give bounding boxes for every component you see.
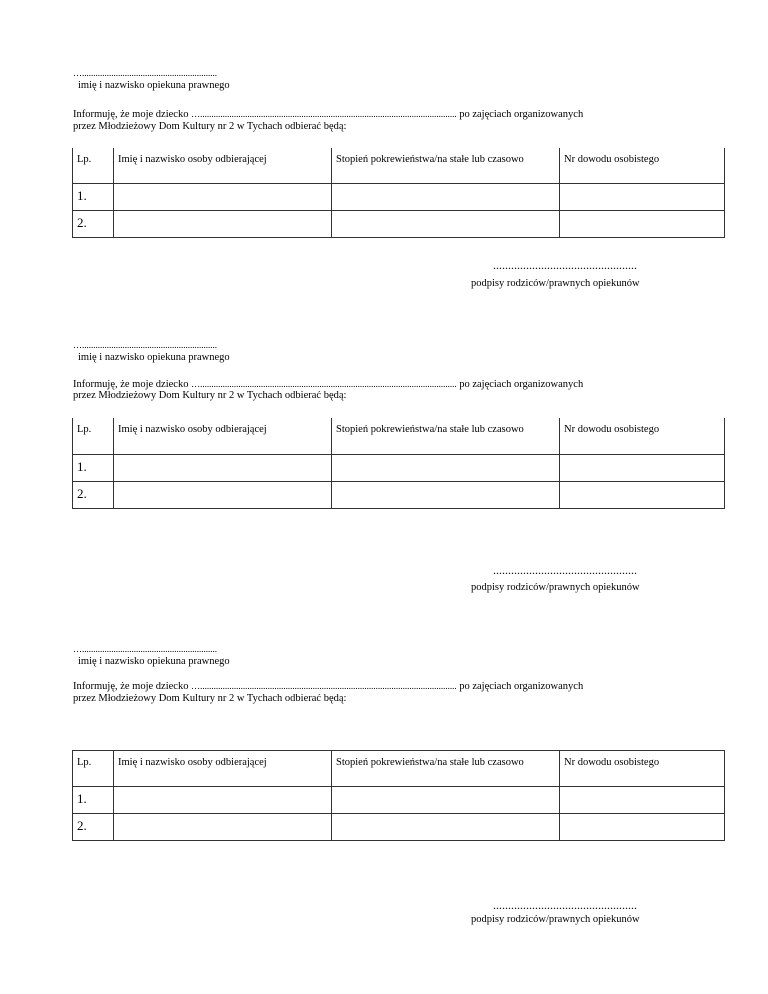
header-person-name: Imię i nazwisko osoby odbierającej xyxy=(114,751,332,787)
header-id-number: Nr dowodu osobistego xyxy=(560,751,725,787)
header-relationship: Stopień pokrewieństwa/na stałe lub czasowo xyxy=(332,148,560,183)
guardian-name-dots: …............................................................ xyxy=(73,340,217,350)
child-name-dots: ….................................................................................................................. xyxy=(191,379,457,389)
header-person-name: Imię i nazwisko osoby odbierającej xyxy=(114,148,332,183)
header-lp: Lp. xyxy=(73,751,114,787)
id-number-cell[interactable] xyxy=(560,814,725,841)
guardian-name-dots: …............................................................ xyxy=(73,644,217,654)
info-line-2: przez Młodzieżowy Dom Kultury nr 2 w Tychach odbierać będą: xyxy=(73,121,347,132)
row-number: 1. xyxy=(73,787,114,814)
info-text-end: po zajęciach organizowanych xyxy=(459,379,584,390)
signature-label: podpisy rodziców/prawnych opiekunów xyxy=(471,914,640,925)
signature-dots: ................................................ xyxy=(493,898,637,912)
info-text-start: Informuję, że moje dziecko xyxy=(73,379,189,390)
row-number: 2. xyxy=(73,481,114,508)
row-number: 2. xyxy=(73,210,114,237)
header-relationship: Stopień pokrewieństwa/na stałe lub czasowo xyxy=(332,418,560,454)
header-person-name: Imię i nazwisko osoby odbierającej xyxy=(114,418,332,454)
guardian-name-label: imię i nazwisko opiekuna prawnego xyxy=(78,656,230,667)
header-lp: Lp. xyxy=(73,148,114,183)
relationship-cell[interactable] xyxy=(332,787,560,814)
signature-label: podpisy rodziców/prawnych opiekunów xyxy=(471,278,640,289)
table-row xyxy=(73,787,725,814)
guardian-name-dots: …............................................................ xyxy=(73,68,217,78)
table-row xyxy=(73,814,725,841)
header-id-number: Nr dowodu osobistego xyxy=(560,418,725,454)
header-id-number: Nr dowodu osobistego xyxy=(560,148,725,183)
pickup-persons-table xyxy=(72,750,725,841)
person-name-cell[interactable] xyxy=(114,787,332,814)
child-name-dots: ….................................................................................................................. xyxy=(191,109,457,119)
header-lp: Lp. xyxy=(73,418,114,454)
signature-dots: ................................................ xyxy=(493,258,637,272)
id-number-cell[interactable] xyxy=(560,787,725,814)
row-number: 2. xyxy=(73,814,114,841)
info-line-2: przez Młodzieżowy Dom Kultury nr 2 w Tychach odbierać będą: xyxy=(73,390,347,401)
person-name-cell[interactable] xyxy=(114,814,332,841)
row-number: 1. xyxy=(73,454,114,481)
info-line-2: przez Młodzieżowy Dom Kultury nr 2 w Tychach odbierać będą: xyxy=(73,693,347,704)
signature-dots: ................................................ xyxy=(493,563,637,577)
info-line-1 xyxy=(73,680,583,693)
child-name-dots: ….................................................................................................................. xyxy=(191,681,457,691)
guardian-name-label: imię i nazwisko opiekuna prawnego xyxy=(78,80,230,91)
row-number: 1. xyxy=(73,183,114,210)
relationship-cell[interactable] xyxy=(332,814,560,841)
info-text-start: Informuję, że moje dziecko xyxy=(73,109,189,120)
info-text-end: po zajęciach organizowanych xyxy=(459,681,584,692)
header-relationship: Stopień pokrewieństwa/na stałe lub czasowo xyxy=(332,751,560,787)
signature-label: podpisy rodziców/prawnych opiekunów xyxy=(471,582,640,593)
guardian-name-label: imię i nazwisko opiekuna prawnego xyxy=(78,352,230,363)
info-text-end: po zajęciach organizowanych xyxy=(459,109,584,120)
info-text-start: Informuję, że moje dziecko xyxy=(73,681,189,692)
